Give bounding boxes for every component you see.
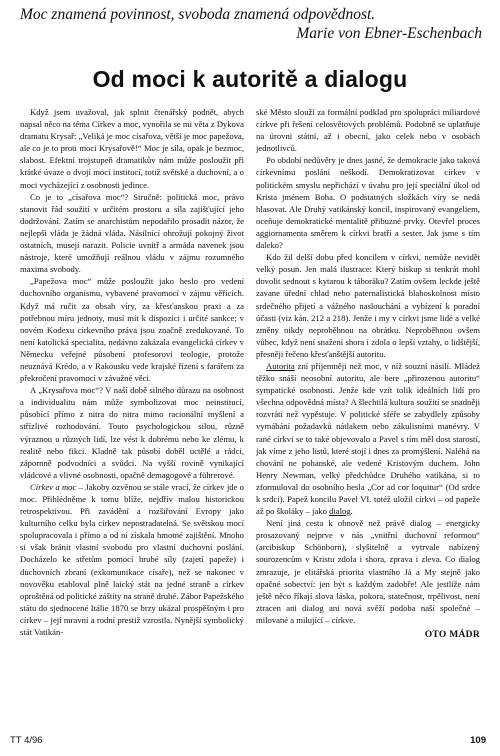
article-title: Od moci k autoritě a dialogu	[92, 66, 408, 92]
section-lead: Církev a moc	[30, 481, 77, 492]
right-column	[256, 106, 480, 721]
paragraph-text: – Jakoby ozvěnou se stále vrací, že církev jde o moc. Přihlédněme k tomu blíže, nejdřív malou historickou retrospektivou. Při zavádění a rozšiřování Evropy jako kulturního celku byla církev nepostradatelná. Se světskou mocí spolupracovala i přímo a od ní získala hmotné zajištění. Mnoho si však bránit vlastní svobodu pro vlastní duchovní poslání. Docházelo ke střetům pomocí hrubé síly (zajetí papeže) i duchovních zbraní (exkomunikace císaře), než se nakonec v novověku etabloval plně laický stát na jedné straně a církev oproštěná od politické záštity na straně druhé. Zábor Papežského státu do sjednocené Itálie 1870 se brzy ukázal prospěšným i pro církev – její mravní a rodní prestiž vzrostla. Nynější symbolický stát Vatikán-	[20, 481, 244, 638]
paragraph: Kdo žil delší dobu před koncilem v církvi, nemůže nevidět velký posun. Jen malá ilustrace: Který biskup si tenkrát mohl dovolit sednout s kytarou k táboráku? Zatím ovšem leckde ještě zavane úřední chlad nebo paternalistická blahoskolnost místo srdečného přijetí a vážného naslouchání a vybízení k poradní účasti (viz kán. 212 a 218). Jenže i my v církvi jsme lidé a velké změny nikdy neproběhnou na obrátku. Neproběhnou ovšem vůbec, když není snažení shora i zdola o lepší vztahy, o lidštější, přesněji řečeno křesťanštější autoritu.	[256, 252, 480, 359]
paragraph	[20, 481, 244, 638]
epigraph-quote: Moc znamená povinnost, svoboda znamená odpovědnost.	[20, 6, 376, 23]
paragraph: Není jiná cesta k obnově než právě dialog – energicky prosazovaný nejprve v nás „vnitřní duchovní reformou“ (arcibiskup Schönborn), slyšitelně a vytrvale nabízený sourozencům v Kristu zdola i shora, zprava i zleva. Co dialog zmrazuje, je elitářská priorita vlastního Já a My stejně jako opačné sobectví: jen být s každým zadobře! Ale jestliže nám ještě něco říkají slova láska, pokora, statečnost, trpělivost, není ztracen ani dialog ani nová svěží podoba naší společné – milované a milující – církve.	[256, 518, 480, 625]
paragraph: „Papežova moc“ může posloužit jako heslo pro vedení duchovního organismu, vybavené pravomocí v zájmu věřících. Když má ručit za obsah víry, za křesťanskou praxi a za potřebnou míru jednoty, musí mít k dispozici i určité sankce; v novém Kodexu církevního práva jsou značně zredukované. To není katolická specialita, nedávno zakázala evangelická církev v Německu veřejné působení profesorovi teologie, protože neuznává Krédo, a v Rakousku vede krajské řízení s farářem za překročení pravomocí v závažné věci.	[20, 276, 244, 384]
left-column	[20, 106, 244, 721]
section-lead: Autorita	[266, 360, 295, 371]
paragraph: ské Město slouží za formální podklad pro spolupráci miliardové církve při řešení celosvětových problémů. Podobně se uplatňuje na úrovni státní, až i obecní, jako celek nebo v osobách jednotlivců.	[256, 107, 480, 154]
paragraph-text: zní příjemněji než moc, v níž souzní násilí. Mládež těžko snáší neosobní autoritu, ale bere „přirozenou autoritu“ sympatické osobnosti. Jenže kde vzít tolik ideálních lidí pro všechna odpovědná místa? A šlechtilá kultura soužití se snadněji rozvrátí než vypěstuje. V politické sféře se zabydlely způsoby vymáhání požadavků nátlakem nebo zákulisními manévry. V rané církvi se to také objevovalo a Pavel s tím měl dost starostí, jak víme z jeho listů, které stojí i dnes za promýšlení. Naléhá na chování ne pohanské, ale vedené Kristovým duchem. John Henry Newman, velký předchůdce Druhého vatikána, si to zformuloval do osobního hesla „Cor ad cor loquitur“ (Od srdce k srdci). Papež koncilu Pavel VI. totéž uložil církvi – od papeže až po školáky – jako	[256, 360, 480, 517]
paragraph: A „Krysařova moc“? V naší době silného důrazu na osobnost a individualitu nám může symbolizovat moc neinstitucí, působící přímo z nitra do nitra mimo racionální myšlení a střízlivé rozhodování. Touto psychologickou silou, různě výraznou u různých lidí, lze vést k dobrému nebo ke zlému, k realitě nebo fikci. Kladně tak působí doběl uctělé a rádci, zápornně podvodníci a svůdci. Na vyšší rovině vynikající vládcové a vlivné osobnosti, opačně demagogové a führerové.	[20, 385, 244, 480]
article-author: OTO MÁDR	[424, 630, 480, 641]
page-number: 109	[470, 735, 486, 746]
underlined-word: dialog	[329, 506, 351, 517]
epigraph-author: Marie von Ebner-Eschenbach	[296, 25, 482, 42]
paragraph: Po období nedůvěry je dnes jasné, že demokracie jako taková církevnímu poslání neškodí. Demokratizovat církev v politickém smyslu nepřichází v úvahu pro její speciální úkol od Krista jménem Boha. O podstatných složkách víry se nedá hlasovat. Ale Druhý vatikánský koncil, inspirovaný evangeliem, oceňuje demokratické mentalitě přibuzné prvky. Otevřel proces aggiornamenta směrem k církvi bratří a sester. Jak jsme s tím daleko?	[256, 155, 480, 251]
issue-label: TT 4/96	[10, 735, 43, 746]
paragraph: Co je to „císařova moc“? Stručně: politická moc, právo stanovit řád soužití v určitém prostoru a síla zajišťující jeho dodržování. Zatím se anarchistům nepodařilo prosadit názor, že nejlepší vláda je žádná vláda. Násilnící ohrožují pokojný život ostatních, musejí narazit. Policie uvnitř a armáda navenek jsou nástroje, které umožňují reálnou vládu v zájmu rozumného maxima svobody.	[20, 191, 244, 275]
paragraph: Když jsem uvažoval, jak splnit čtenářský podnět, abych napsal něco na téma Církev a moc, vynořila se mi věta z Dykova dramatu Krysař: „Veliká je moc císařova, větší je moc papežova, ale co je to proti moci Krysařově!“ Moc je síla, opak je bezmoc, slabost. Efektní trojstupeň dramatikův nám může posloužit při krátké úvaze o dvojí moci institucí, totiž světské a duchovní, a o moci vycházející z osobnosti jedince.	[20, 107, 244, 190]
paragraph: Autorita zní příjemněji než moc, v níž souzní násilí. Mládež těžko snáší neosobní autoritu, ale bere „přirozenou autoritu“ sympatické osobnosti. Jenže kde vzít tolik ideálních lidí pro všechna odpovědná místa? A šlechtilá kultura soužití se snadněji rozvrátí než vypěstuje. V politické sféře se zabydlely způsoby vymáhání požadavků nátlakem nebo zákulisními manévry. V rané církvi se to také objevovalo a Pavel s tím měl dost starostí, jak víme z jeho listů, které stojí i dnes za promýšlení. Naléhá na chování ne pohanské, ale vedené Kristovým duchem. John Henry Newman, velký předchůdce Druhého vatikána, si to zformuloval do osobního hesla „Cor ad cor loquitur“ (Od srdce k srdci). Papež koncilu Pavel VI. totéž uložil církvi – od papeže až po školáky – jako dialog.	[256, 360, 480, 517]
epigraph	[20, 5, 482, 43]
